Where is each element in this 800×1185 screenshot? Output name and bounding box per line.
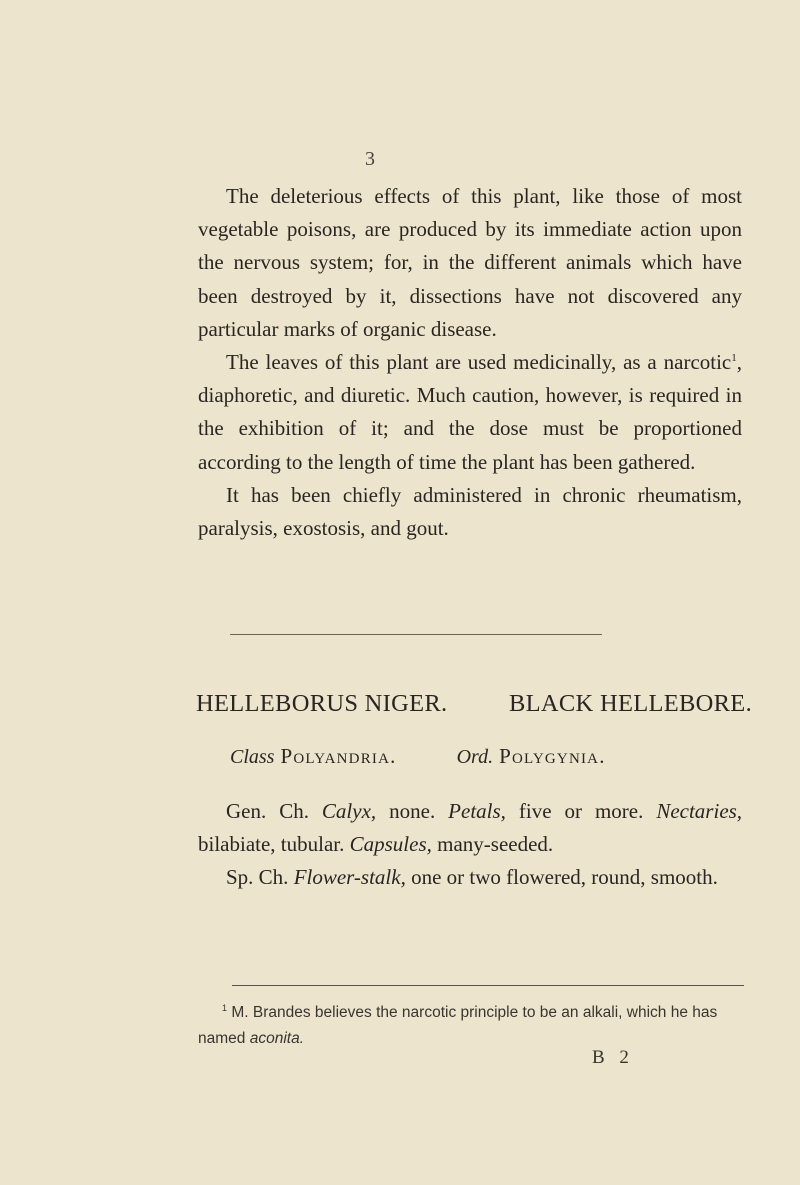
generic-character	[198, 795, 742, 861]
footnote-text	[198, 1000, 744, 1052]
capsules-text: many-seeded.	[437, 832, 554, 857]
latin-name: HELLEBORUS NIGER.	[196, 690, 448, 717]
entry-title	[196, 690, 752, 718]
class-entry	[230, 744, 397, 769]
paragraph-deleterious-effects: The deleterious effects of this plant, like those of most vegetable poisons, are produced by its immediate action upon the nervous system; for, in the different animals which have been destroyed by it, dissections have not discovered any particular marks of organic disease.	[198, 184, 742, 341]
body-text	[198, 180, 742, 545]
petals-text: five or more.	[518, 799, 644, 823]
paragraph-medicinal-use	[198, 346, 742, 479]
class-value: Polyandria.	[280, 744, 397, 768]
footnote-divider	[232, 985, 744, 986]
paragraph-text: The leaves of this plant are used medicinally, as a narcotic	[226, 350, 732, 375]
gen-label: Gen. Ch.	[226, 799, 309, 823]
paragraph-administration: It has been chiefly administered in chronic rheumatism, paralysis, exostosis, and gout.	[198, 482, 742, 541]
order-label: Ord.	[456, 746, 494, 768]
footnote-marker: 1	[222, 1002, 228, 1013]
flower-stalk-label: Flower-stalk,	[293, 865, 406, 890]
page-number: 3	[365, 148, 375, 170]
order-value: Polygynia.	[499, 744, 606, 768]
section-divider	[230, 634, 602, 635]
calyx-label: Calyx,	[321, 799, 377, 823]
botanical-characters	[198, 795, 742, 895]
flower-stalk-text: one or two flowered, round, smooth.	[411, 865, 718, 890]
paragraph-text: , diaphoretic, and diuretic. Much caution, however, is required in the exhibition of it; and the dose must be proportioned according to the length of time the plant has been gathered.	[198, 350, 742, 474]
class-label: Class	[230, 746, 275, 768]
footnote-body: M. Brandes believes the narcotic principle to be an alkali, which he has named	[198, 1004, 718, 1047]
specific-character	[198, 861, 742, 894]
nectaries-text: bilabiate, tubular.	[198, 832, 345, 857]
footnote-term: aconita.	[249, 1030, 305, 1047]
capsules-label: Capsules,	[349, 832, 432, 857]
common-name: BLACK HELLEBORE.	[509, 690, 752, 717]
order-entry	[457, 744, 606, 769]
footnote	[198, 1000, 744, 1052]
classification	[230, 744, 710, 769]
footnote-ref: 1	[731, 352, 737, 365]
calyx-text: none.	[389, 799, 436, 823]
petals-label: Petals,	[448, 799, 506, 823]
signature-mark: B 2	[592, 1047, 634, 1068]
sp-label: Sp. Ch.	[226, 865, 289, 890]
nectaries-label: Nectaries,	[656, 799, 743, 823]
